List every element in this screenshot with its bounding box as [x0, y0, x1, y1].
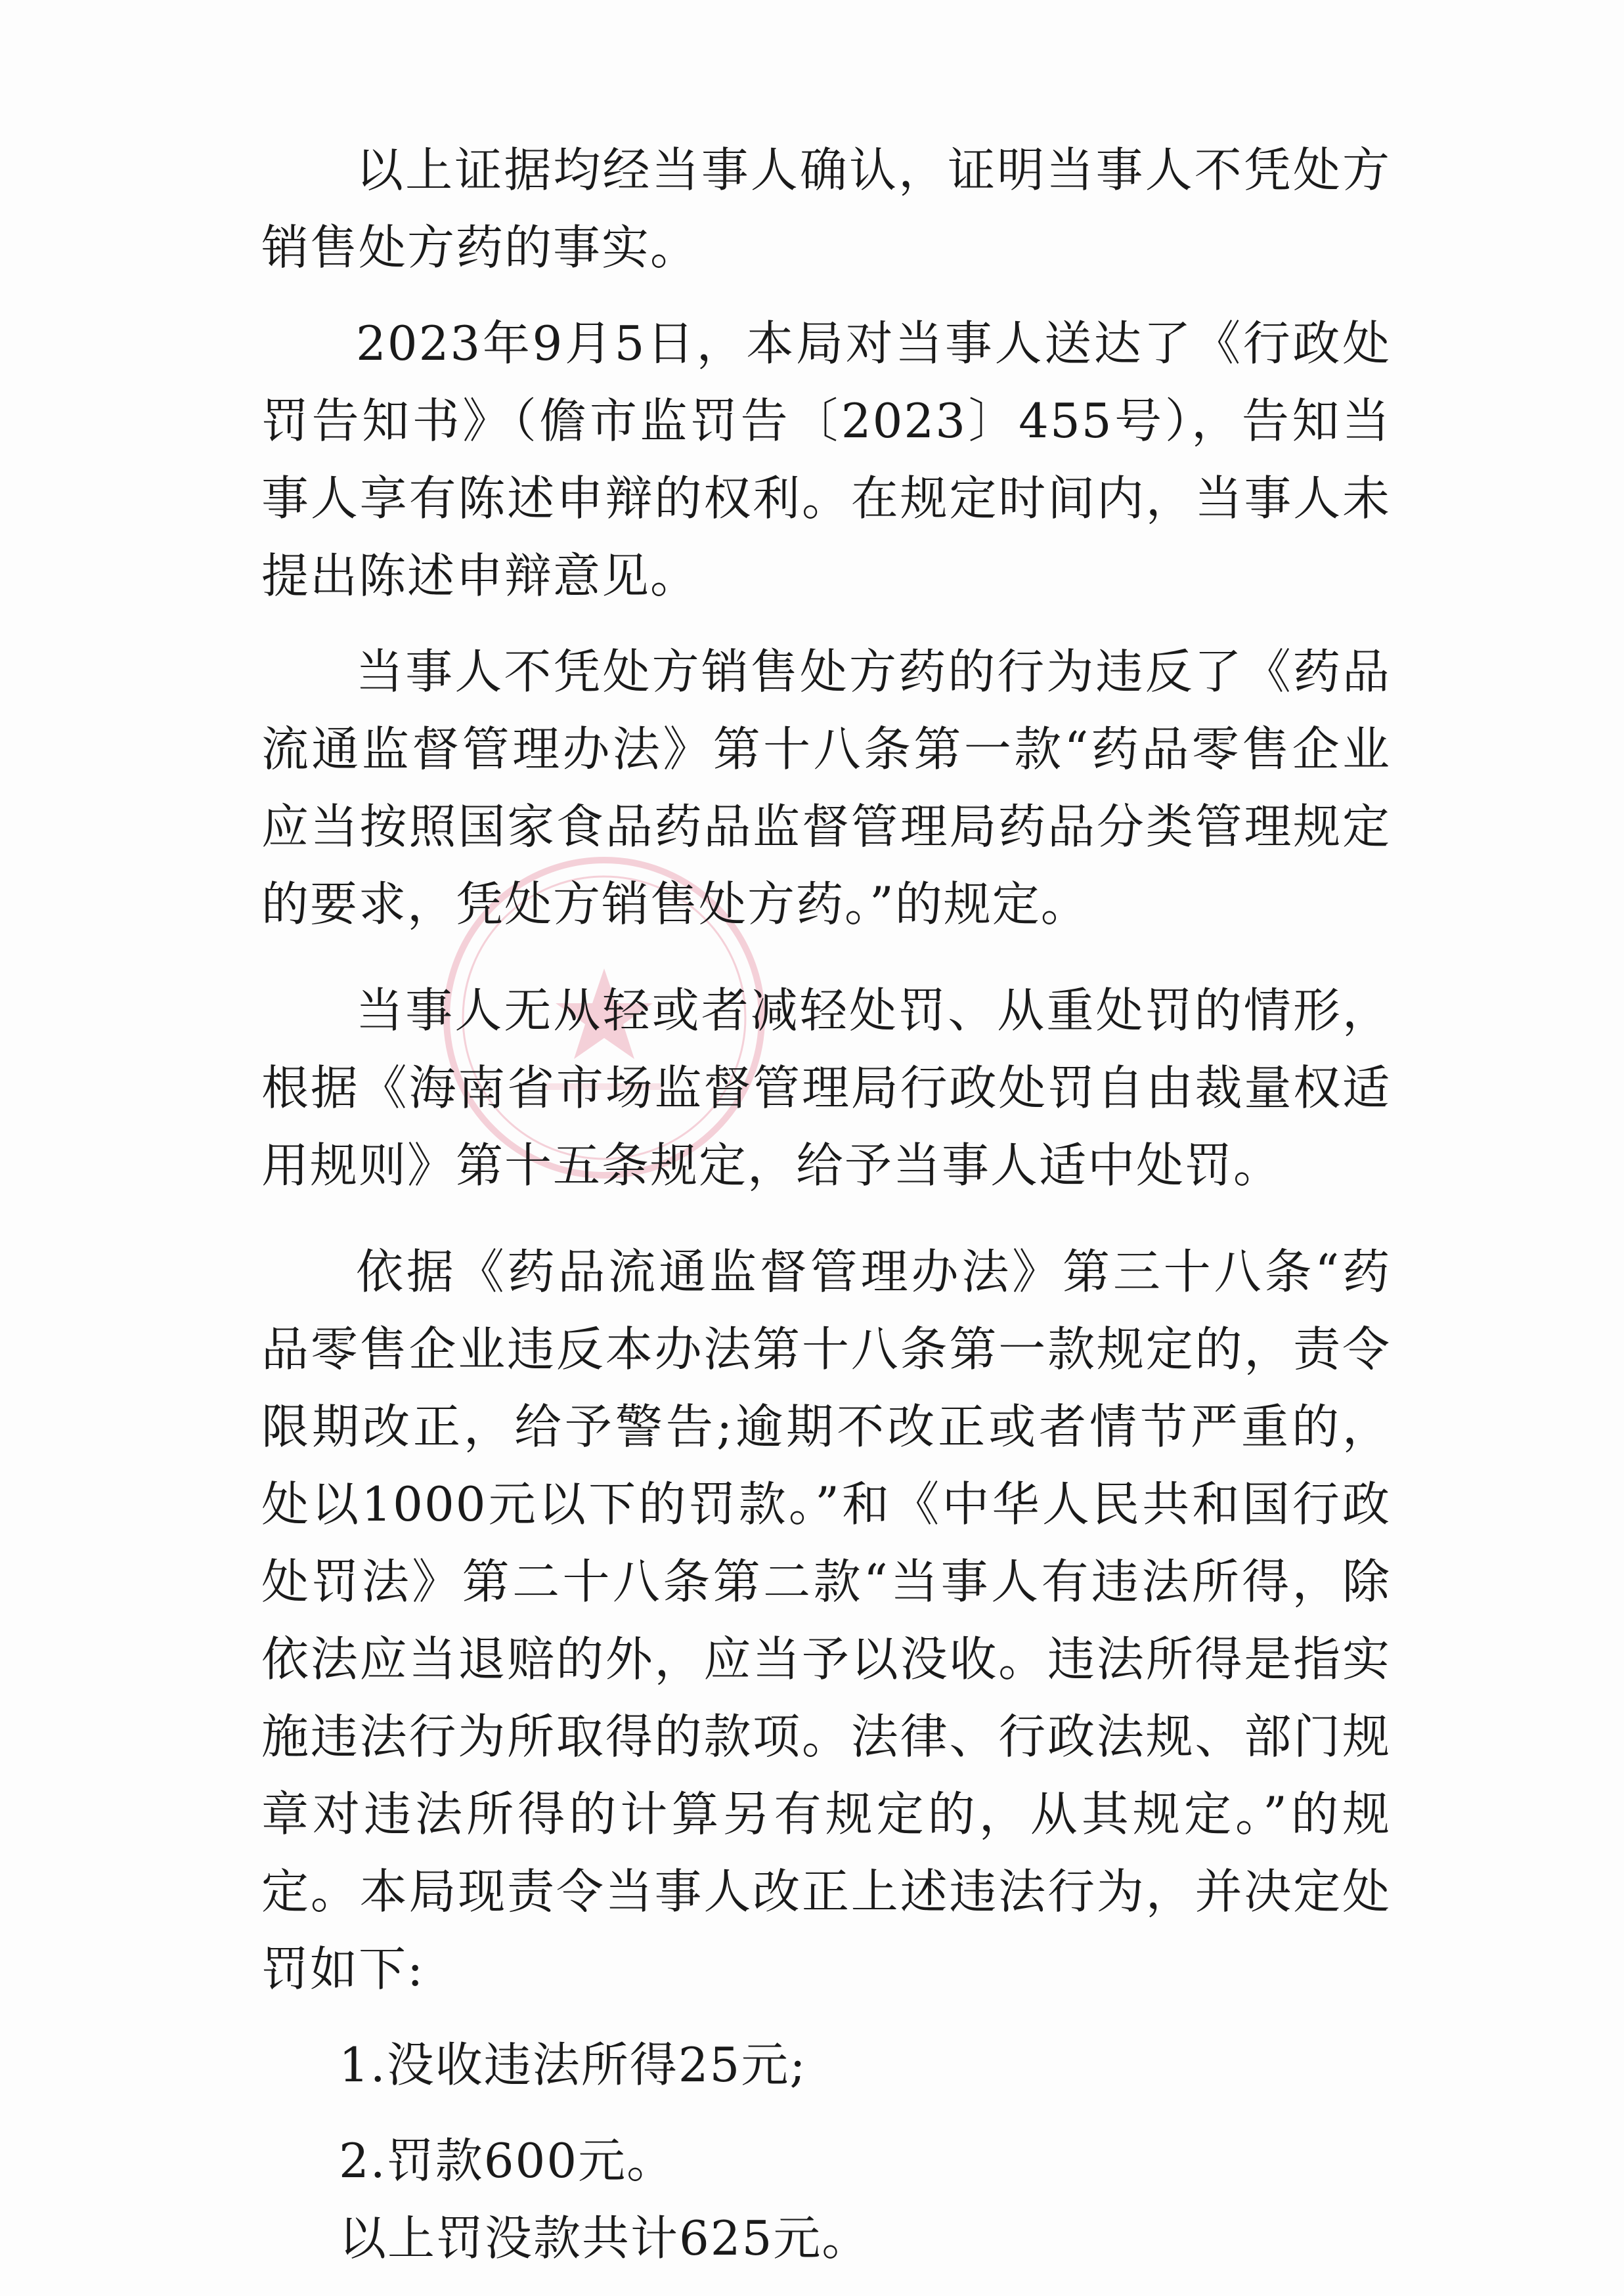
- paragraph-discretion: 当事人无从轻或者减轻处罚、从重处罚的情形，根据《海南省市场监督管理局行政处罚自由裁量权适用规则》第十五条规定，给予当事人适中处罚。: [261, 983, 1391, 1193]
- penalty-list: [261, 2026, 1391, 2199]
- penalty-item-fine: 2.罚款600元。: [339, 2133, 676, 2188]
- paragraph-violation: 当事人不凭处方销售处方药的行为违反了《药品流通监督管理办法》第十八条第一款“药品零售企业应当按照国家食品药品监督管理局药品分类管理规定的要求，凭处方销售处方药。”的规定。: [261, 644, 1391, 932]
- document-body: [261, 131, 1391, 2277]
- paragraph-evidence: 以上证据均经当事人确认，证明当事人不凭处方销售处方药的事实。: [261, 142, 1391, 275]
- paragraph-legal-basis: 依据《药品流通监督管理办法》第三十八条“药品零售企业违反本办法第十八条第一款规定的，责令限期改正，给予警告;逾期不改正或者情节严重的，处以1000元以下的罚款。”和《中华人民共和国行政处罚法》第二十八条第二款“当事人有违法所得，除依法应当退赔的外，应当予以没收。违法所得是指实施违法行为所取得的款项。法律、行政法规、部门规章对违法所得的计算另有规定的，从其规定。”的规定。本局现责令当事人改正上述违法行为，并决定处罚如下:: [261, 1244, 1391, 1997]
- penalty-total: 以上罚没款共计625元。: [339, 2211, 871, 2266]
- penalty-item-confiscation: 1.没收违法所得25元;: [339, 2037, 807, 2092]
- paragraph-notice: 2023年9月5日，本局对当事人送达了《行政处罚告知书》（儋市监罚告〔2023〕455号），告知当事人享有陈述申辩的权利。在规定时间内，当事人未提出陈述申辩意见。: [261, 316, 1391, 603]
